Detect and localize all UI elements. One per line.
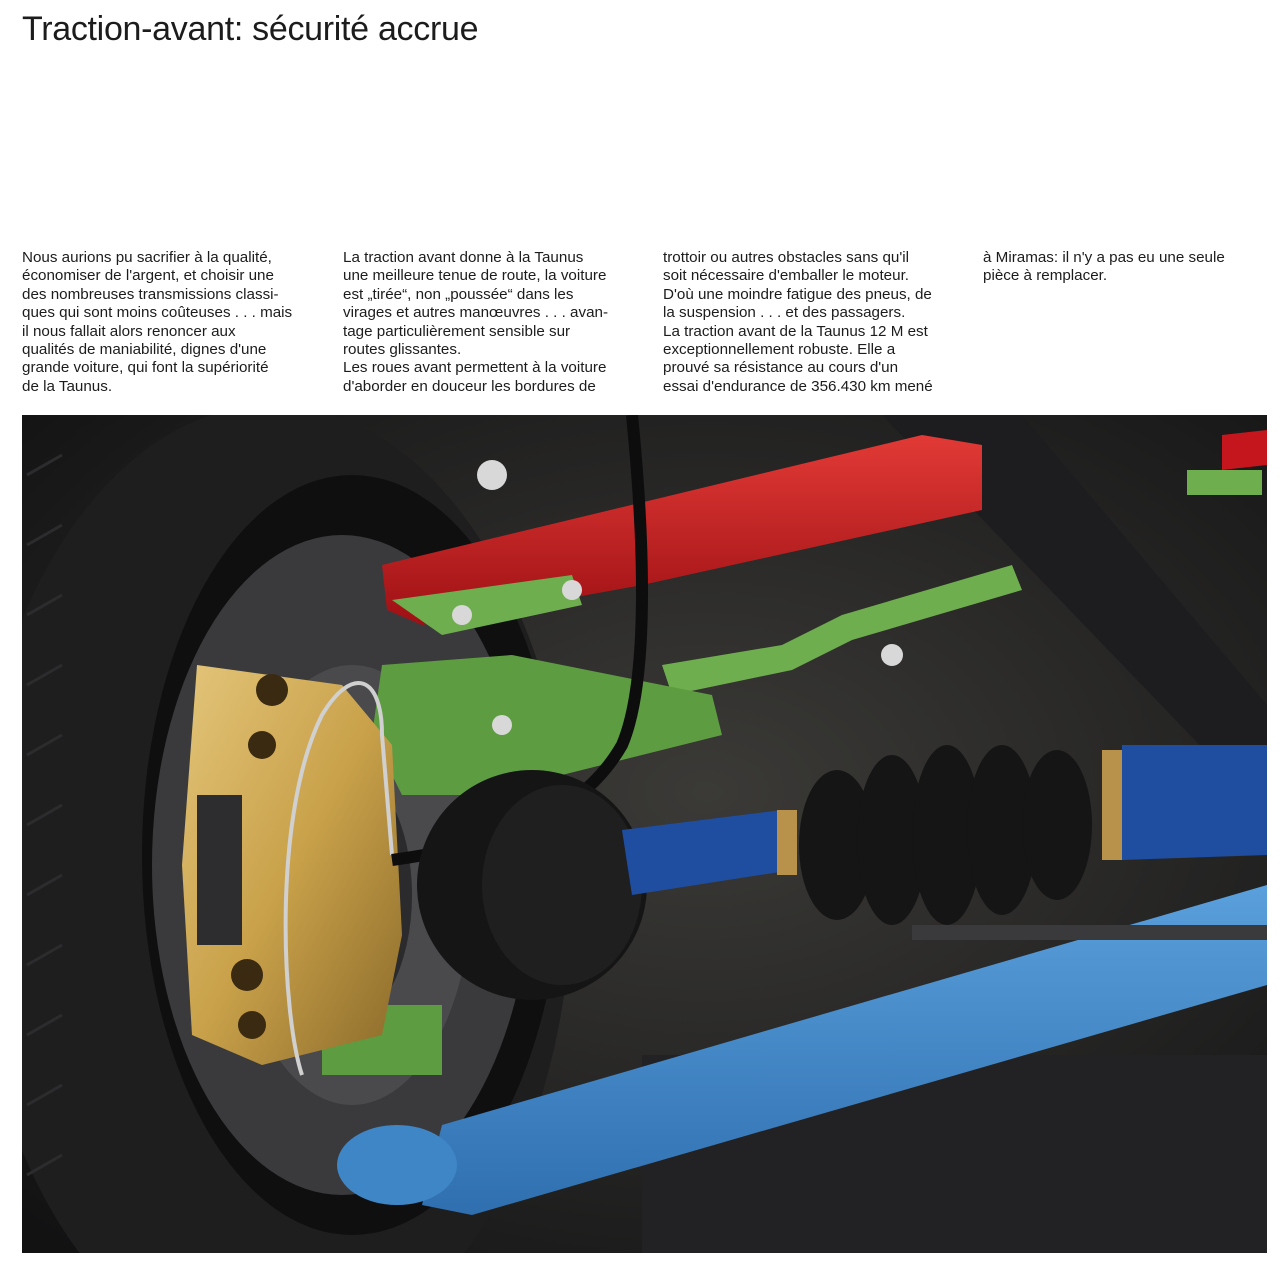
text-line: Les roues avant permettent à la voiture (343, 359, 607, 377)
text-line: ques qui sont moins coûteuses . . . mais (22, 304, 293, 322)
text-line: virages et autres manœuvres . . . avan- (343, 304, 609, 322)
text-column-3 (663, 249, 963, 396)
photo-illustration (22, 415, 1267, 1253)
text-line: essai d'endurance de 356.430 km mené (663, 377, 933, 395)
blue-axle-housing (1122, 745, 1267, 860)
text-line: d'aborder en douceur les bordures de (343, 377, 596, 395)
floor-reflection (912, 925, 1267, 940)
text-line: pièce à remplacer. (983, 267, 1108, 285)
text-line: grande voiture, qui font la supériorité (22, 359, 269, 377)
text-line: qualités de maniabilité, dignes d'une (22, 341, 267, 359)
text-line: des nombreuses transmissions classi- (22, 285, 279, 303)
text-column-1 (22, 249, 322, 396)
green-stub (1187, 470, 1262, 495)
text-line: de la Taunus. (22, 377, 113, 395)
text-column-2 (343, 249, 643, 396)
inner-cv-boot-rib (482, 785, 642, 985)
page-title: Traction-avant: sécurité accrue (22, 10, 479, 48)
text-line: la suspension . . . et des passagers. (663, 304, 906, 322)
text-line: à Miramas: il n'y a pas eu une seule (983, 249, 1225, 266)
text-line: Nous aurions pu sacrifier à la qualité, (22, 249, 272, 266)
brake-pad (197, 795, 242, 945)
text-line: tage particulièrement sensible sur (343, 322, 571, 340)
text-line: il nous fallait alors renoncer aux (22, 322, 236, 340)
text-line: routes glissantes. (343, 341, 462, 359)
text-line: D'où une moindre fatigue des pneus, de (663, 285, 932, 303)
text-line: soit nécessaire d'emballer le moteur. (663, 267, 910, 285)
blue-ball-joint (337, 1125, 457, 1205)
front-suspension-photo (22, 415, 1267, 1253)
text-line: La traction avant donne à la Taunus (343, 249, 584, 266)
text-line: prouvé sa résistance au cours d'un (663, 359, 899, 377)
text-line: une meilleure tenue de route, la voiture (343, 267, 607, 285)
text-line: exceptionnellement robuste. Elle a (663, 341, 896, 359)
text-line: trottoir ou autres obstacles sans qu'il (663, 249, 910, 266)
text-line: La traction avant de la Taunus 12 M est (663, 322, 928, 340)
text-column-4 (983, 249, 1283, 286)
text-line: économiser de l'argent, et choisir une (22, 267, 274, 285)
shaft-clamp (777, 810, 797, 875)
text-line: est „tirée“, non „poussée“ dans les (343, 285, 574, 303)
bellows-clamp (1102, 750, 1124, 860)
red-frame-right (1222, 430, 1267, 470)
